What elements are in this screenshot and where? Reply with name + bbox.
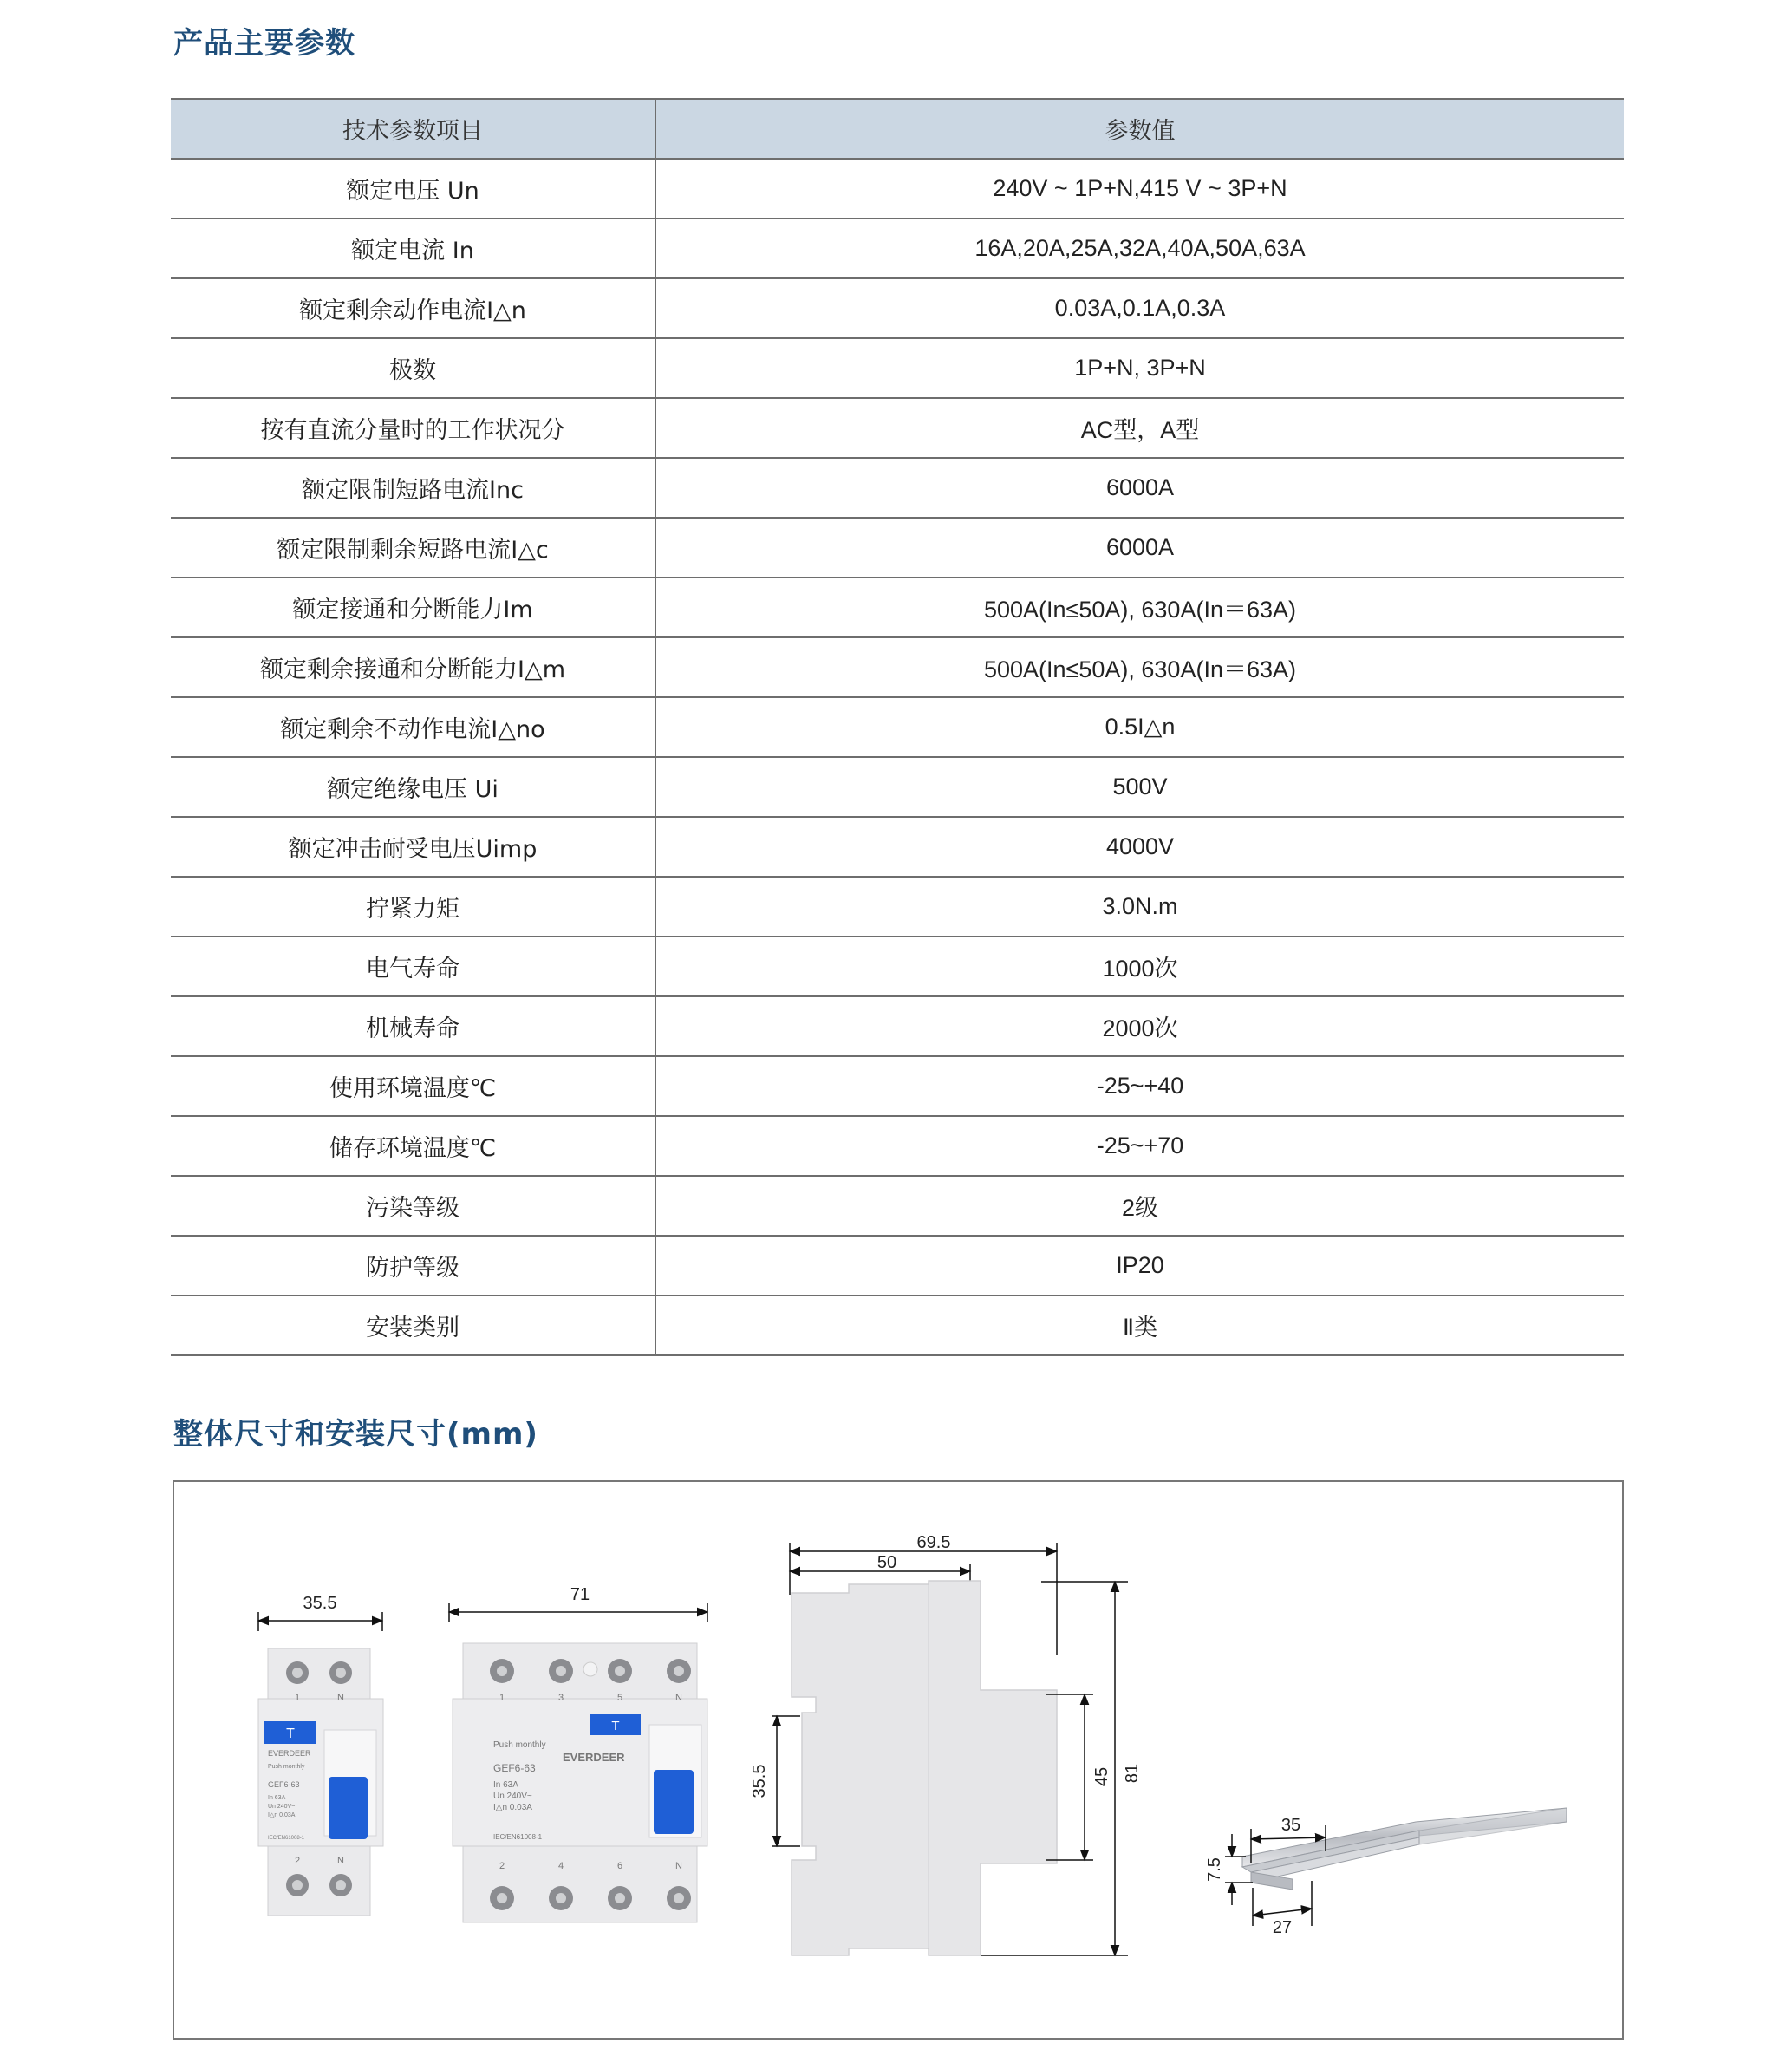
table-row [171,697,1624,757]
param-value-cell: 1000次 [655,937,1624,996]
dim-rail-height: 7.5 [1205,1857,1224,1882]
section-title-parameters: 产品主要参数 [173,26,355,61]
dim-rail-width: 35 [1280,1816,1301,1835]
table-row [171,996,1624,1056]
table-row [171,1056,1624,1116]
param-name-cell: 极数 [171,338,655,398]
test-button-label: T [611,1719,620,1733]
header-param-value: 参数值 [655,99,1624,159]
param-name-cell: 额定接通和分断能力Im [171,578,655,637]
header-param-item: 技术参数项目 [171,99,655,159]
param-value-cell: 6000A [655,458,1624,518]
param-name-cell: 额定电压 Un [171,159,655,219]
param-value-cell: -25~+40 [655,1056,1624,1116]
param-value-cell: Ⅱ类 [655,1296,1624,1355]
param-value-cell: 500A(In≤50A), 630A(In＝63A) [655,578,1624,637]
param-name-cell: 储存环境温度℃ [171,1116,655,1176]
param-value-cell: IP20 [655,1236,1624,1296]
table-row [171,937,1624,996]
terminal-label: 6 [616,1861,623,1871]
param-value-cell: -25~+70 [655,1116,1624,1176]
table-row [171,1176,1624,1236]
toggle-handle [654,1770,694,1834]
dim-2p-width: 35.5 [303,1594,337,1613]
param-name-cell: 额定冲击耐受电压Uimp [171,817,655,877]
dim-side-rail-height: 35.5 [750,1764,769,1798]
parameter-table-body [171,159,1624,1355]
terminal-label: N [337,1856,344,1866]
dim-rail-inner-width: 27 [1272,1918,1293,1937]
din-rail-view [1205,1808,1567,1937]
toggle-handle [329,1777,368,1839]
test-button-label: T [286,1726,295,1741]
terminal-label: 3 [557,1693,564,1703]
param-value-cell: 1P+N, 3P+N [655,338,1624,398]
rating-idn: I△n 0.03A [493,1803,532,1812]
param-value-cell: 16A,20A,25A,32A,40A,50A,63A [655,219,1624,278]
dim-side-front-depth: 50 [876,1553,897,1572]
param-value-cell: 3.0N.m [655,877,1624,937]
rating-un: Un 240V~ [493,1792,532,1801]
dimension-drawing-box [173,1480,1624,2040]
table-row [171,578,1624,637]
rating-idn: I△n 0.03A [268,1812,296,1818]
rating-in: In 63A [493,1780,518,1790]
terminal-label: 5 [616,1693,623,1703]
param-value-cell: 4000V [655,817,1624,877]
param-name-cell: 额定限制短路电流Inc [171,458,655,518]
table-row [171,398,1624,458]
terminal-label: 2 [499,1861,505,1871]
section-title-dimensions: 整体尺寸和安装尺寸(mm) [173,1417,538,1452]
dim-side-total-depth: 69.5 [916,1533,951,1552]
param-name-cell: 额定剩余动作电流I△n [171,278,655,338]
terminal-label: N [675,1861,682,1871]
terminal-label: 4 [557,1861,564,1871]
table-row [171,1296,1624,1355]
rating-in: In 63A [268,1795,286,1801]
brand-label: EVERDEER [268,1749,311,1758]
param-name-cell: 按有直流分量时的工作状况分 [171,398,655,458]
standard-label: IEC/EN61008-1 [268,1836,305,1841]
param-name-cell: 机械寿命 [171,996,655,1056]
param-value-cell: AC型，A型 [655,398,1624,458]
table-row [171,159,1624,219]
param-name-cell: 额定剩余接通和分断能力I△m [171,637,655,697]
table-row [171,518,1624,578]
model-label: GEF6-63 [268,1780,300,1789]
param-value-cell: 0.03A,0.1A,0.3A [655,278,1624,338]
breaker-2p-front-view [258,1594,383,1916]
push-label: Push monthly [268,1764,305,1770]
param-name-cell: 额定限制剩余短路电流I△c [171,518,655,578]
param-name-cell: 污染等级 [171,1176,655,1236]
breaker-side-view [750,1533,1142,1955]
table-row [171,877,1624,937]
param-value-cell: 6000A [655,518,1624,578]
terminal-label: N [675,1693,682,1703]
standard-label: IEC/EN61008-1 [493,1833,543,1841]
table-row [171,338,1624,398]
dimension-drawing [174,1482,1626,2041]
table-row [171,1236,1624,1296]
param-name-cell: 使用环境温度℃ [171,1056,655,1116]
brand-label: EVERDEER [563,1751,625,1764]
param-value-cell: 2000次 [655,996,1624,1056]
breaker-4p-front-view [449,1585,707,1922]
param-name-cell: 电气寿命 [171,937,655,996]
terminal-label: 1 [294,1693,301,1703]
table-row [171,817,1624,877]
terminal-label: 1 [499,1693,505,1703]
table-row [171,637,1624,697]
param-value-cell: 500V [655,757,1624,817]
dim-4p-width: 71 [570,1585,590,1604]
dim-side-total-height: 81 [1123,1763,1142,1784]
param-name-cell: 拧紧力矩 [171,877,655,937]
table-row [171,757,1624,817]
push-label: Push monthly [493,1740,546,1750]
table-row [171,458,1624,518]
rating-un: Un 240V~ [268,1804,296,1810]
param-name-cell: 额定电流 In [171,219,655,278]
table-row [171,1116,1624,1176]
parameter-table [171,98,1624,1356]
terminal-label: N [337,1693,344,1703]
table-row [171,219,1624,278]
param-name-cell: 防护等级 [171,1236,655,1296]
param-value-cell: 500A(In≤50A), 630A(In＝63A) [655,637,1624,697]
terminal-label: 2 [294,1856,301,1866]
table-row [171,278,1624,338]
param-name-cell: 额定绝缘电压 Ui [171,757,655,817]
model-label: GEF6-63 [493,1762,536,1774]
table-header-row [171,99,1624,159]
param-value-cell: 240V ~ 1P+N,415 V ~ 3P+N [655,159,1624,219]
param-name-cell: 额定剩余不动作电流I△no [171,697,655,757]
param-value-cell: 2级 [655,1176,1624,1236]
param-name-cell: 安装类别 [171,1296,655,1355]
param-value-cell: 0.5I△n [655,697,1624,757]
dim-side-front-height: 45 [1092,1766,1111,1787]
